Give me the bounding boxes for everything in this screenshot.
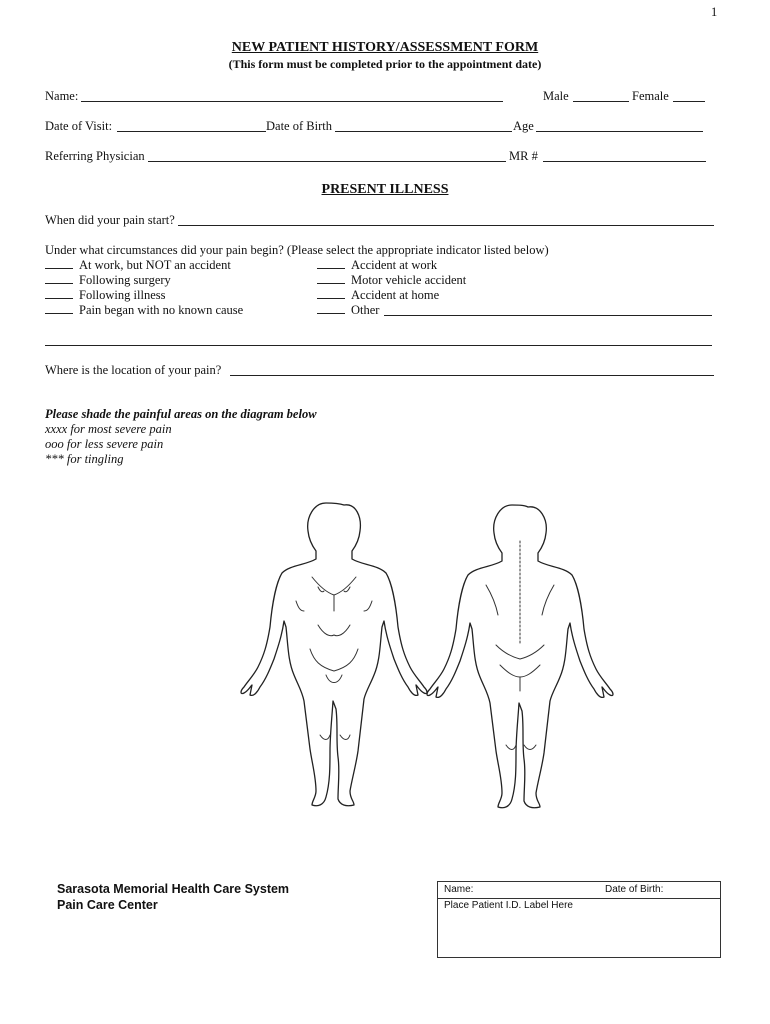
option-at-work-not-accident[interactable]: At work, but NOT an accident	[45, 258, 231, 273]
name-label: Name:	[45, 89, 79, 103]
male-field[interactable]	[573, 101, 629, 102]
diagram-instruction-less-severe: ooo for less severe pain	[45, 437, 164, 451]
label-box-header-row	[438, 882, 720, 899]
date-of-visit-field[interactable]	[117, 131, 266, 132]
location-field[interactable]	[230, 375, 714, 376]
label-box-name: Name:	[444, 884, 474, 895]
diagram-instruction-heading: Please shade the painful areas on the diagram below	[45, 407, 317, 421]
org-name: Sarasota Memorial Health Care System	[57, 882, 290, 896]
date-of-birth-label: Date of Birth	[266, 119, 332, 133]
option-accident-at-work[interactable]: Accident at work	[317, 258, 437, 273]
option-following-surgery[interactable]: Following surgery	[45, 273, 171, 288]
age-field[interactable]	[536, 131, 703, 132]
option-blank[interactable]	[45, 273, 73, 284]
back-body-figure[interactable]	[427, 505, 613, 808]
label-box-date-of-birth: Date of Birth:	[605, 884, 664, 895]
option-blank[interactable]	[45, 303, 73, 314]
age-label: Age	[513, 119, 534, 133]
circumstances-question: Under what circumstances did your pain begin? (Please select the appropriate indicator listed below)	[45, 243, 549, 257]
present-illness-heading: PRESENT ILLNESS	[321, 182, 449, 197]
location-question: Where is the location of your pain?	[45, 363, 222, 377]
label-box-placeholder: Place Patient I.D. Label Here	[444, 900, 573, 911]
option-blank[interactable]	[317, 273, 345, 284]
diagram-instruction-tingling: *** for tingling	[45, 452, 124, 466]
page-number: 1	[711, 5, 718, 19]
option-blank[interactable]	[317, 303, 345, 314]
other-field[interactable]	[384, 315, 712, 316]
pain-start-field[interactable]	[178, 225, 714, 226]
mr-label: MR #	[509, 149, 538, 163]
male-label: Male	[543, 89, 569, 103]
form-subtitle: (This form must be completed prior to the appointment date)	[228, 57, 542, 71]
date-of-visit-label: Date of Visit:	[45, 119, 113, 133]
form-title: NEW PATIENT HISTORY/ASSESSMENT FORM	[231, 40, 539, 55]
mr-field[interactable]	[543, 161, 706, 162]
option-blank[interactable]	[317, 288, 345, 299]
body-diagram[interactable]	[0, 495, 770, 825]
name-field[interactable]	[81, 101, 503, 102]
female-label: Female	[632, 89, 669, 103]
option-no-known-cause[interactable]: Pain began with no known cause	[45, 303, 243, 318]
org-department: Pain Care Center	[57, 898, 158, 912]
option-motor-vehicle-accident[interactable]: Motor vehicle accident	[317, 273, 466, 288]
option-blank[interactable]	[45, 288, 73, 299]
female-field[interactable]	[673, 101, 705, 102]
option-accident-at-home[interactable]: Accident at home	[317, 288, 439, 303]
option-following-illness[interactable]: Following illness	[45, 288, 165, 303]
front-body-figure[interactable]	[241, 503, 427, 806]
option-other[interactable]: Other	[317, 303, 379, 318]
additional-line-field[interactable]	[45, 345, 712, 346]
referring-physician-field[interactable]	[148, 161, 506, 162]
pain-start-question: When did your pain start?	[45, 213, 175, 227]
option-blank[interactable]	[45, 258, 73, 269]
patient-id-label-box[interactable]	[437, 881, 721, 958]
date-of-birth-field[interactable]	[335, 131, 512, 132]
option-blank[interactable]	[317, 258, 345, 269]
diagram-instruction-severe: xxxx for most severe pain	[45, 422, 172, 436]
referring-physician-label: Referring Physician	[45, 149, 145, 163]
